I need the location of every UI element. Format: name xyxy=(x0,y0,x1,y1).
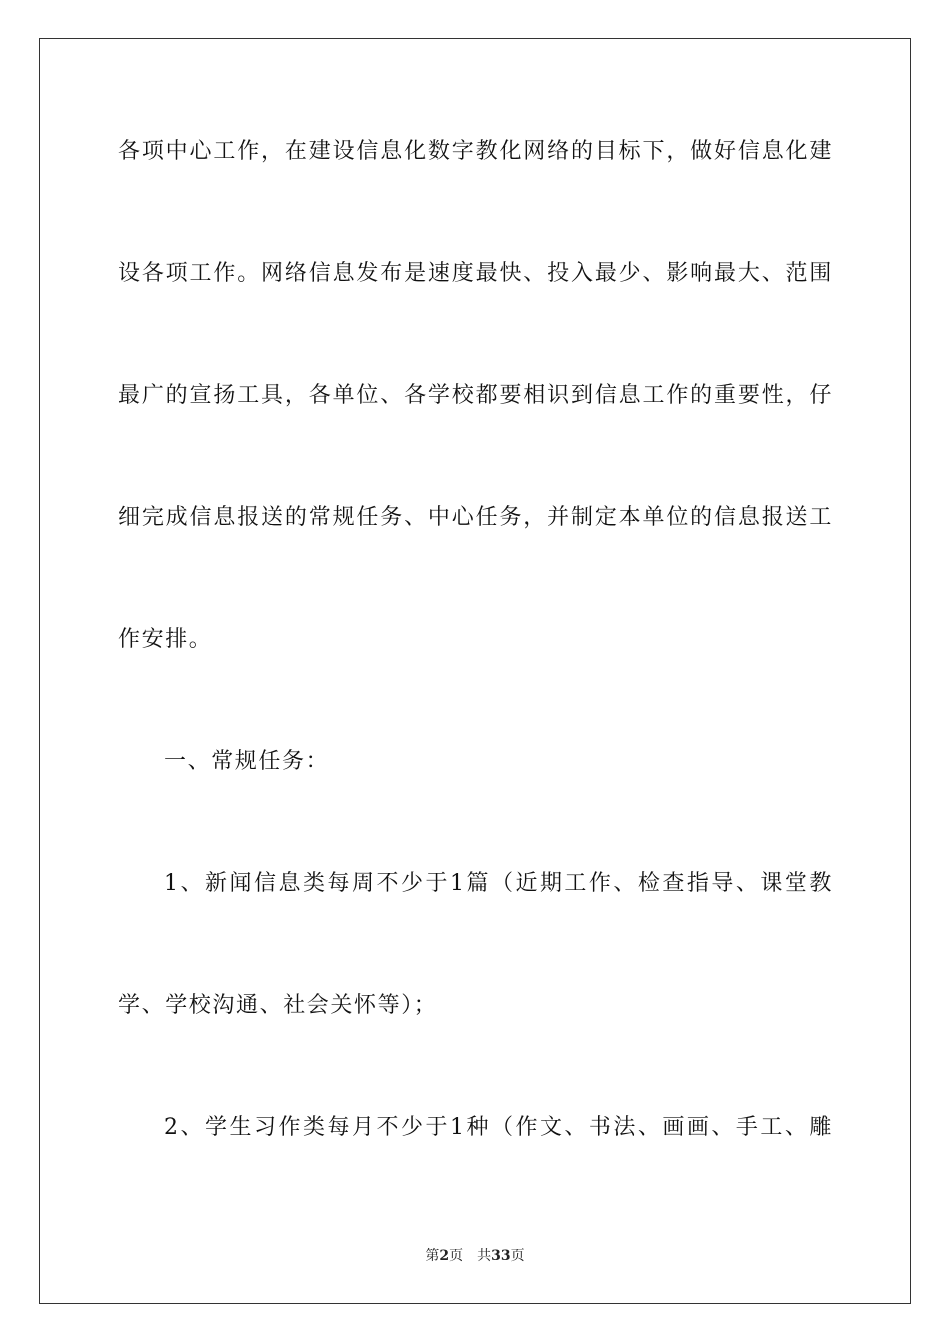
page-prefix: 第 xyxy=(425,1248,440,1264)
body-text-line-2: 设各项工作。网络信息发布是速度最快、投入最少、影响最大、范围 xyxy=(118,261,833,286)
body-text-line-1: 各项中心工作，在建设信息化数字教化网络的目标下，做好信息化建 xyxy=(118,139,833,164)
list-item-2-line-1: 2、学生习作类每月不少于1种（作文、书法、画画、手工、雕 xyxy=(164,1115,833,1140)
page-number: 2 xyxy=(439,1248,450,1264)
body-text-line-4: 细完成信息报送的常规任务、中心任务，并制定本单位的信息报送工 xyxy=(118,505,833,530)
body-text-line-5: 作安排。 xyxy=(118,627,213,652)
list-item-1-line-2: 学、学校沟通、社会关怀等）； xyxy=(118,993,438,1018)
total-pages: 33 xyxy=(491,1248,511,1264)
page-footer xyxy=(0,1246,950,1266)
page-suffix: 页 xyxy=(449,1248,464,1264)
list-item-1-line-1: 1、新闻信息类每周不少于1篇（近期工作、检查指导、课堂教 xyxy=(164,871,833,896)
section-heading: 一、常规任务： xyxy=(164,749,330,774)
total-prefix: 共 xyxy=(477,1248,492,1264)
total-suffix: 页 xyxy=(510,1248,525,1264)
body-text-line-3: 最广的宣扬工具，各单位、各学校都要相识到信息工作的重要性，仔 xyxy=(118,383,833,408)
